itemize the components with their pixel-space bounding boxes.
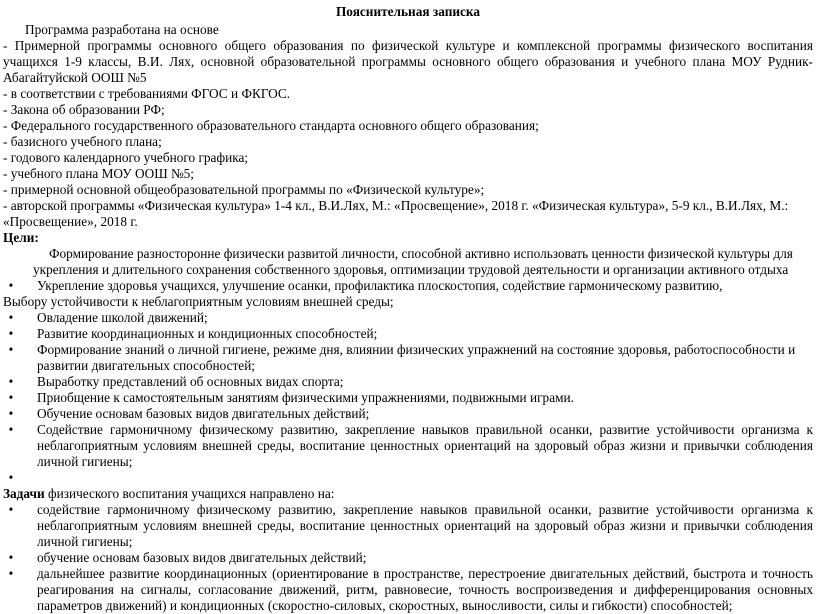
goals-bullet-text: Приобщение к самостоятельным занятиям физическими упражнениями, подвижными играми. bbox=[37, 390, 574, 405]
goals-bullet bbox=[3, 406, 813, 422]
goals-bullet-text: Овладение школой движений; bbox=[37, 310, 208, 325]
tasks-line bbox=[3, 486, 813, 502]
goals-bullet bbox=[3, 390, 813, 406]
basis-item: - примерной основной общеобразовательной программы по «Физической культуре»; bbox=[3, 182, 485, 197]
bullet-icon: • bbox=[8, 342, 14, 357]
basis-item: - в соответствии с требованиями ФГОС и ФКГОС. bbox=[3, 86, 291, 101]
goals-bullet bbox=[3, 326, 813, 342]
bullet-icon: • bbox=[8, 470, 14, 485]
goals-bullet-text: Обучение основам базовых видов двигательных действий; bbox=[37, 406, 370, 421]
goals-heading: Цели: bbox=[3, 230, 39, 245]
goals-bullet-text: Выработку представлений об основных видах спорта; bbox=[37, 374, 344, 389]
tasks-heading: Задачи bbox=[3, 486, 45, 501]
goals-bullet-continuation: Выбору устойчивости к неблагоприятным условиям внешней среды; bbox=[3, 294, 394, 309]
basis-item: - Примерной программы основного общего образования по физической культуре и комплексной программы физического воспитания учащихся 1-9 классы, В.И. Лях, основной образовательной программы основного общего образования и учебного плана МОУ Рудник-Абагайтуйской ООШ №5 bbox=[3, 38, 813, 85]
goals-bullet bbox=[3, 422, 813, 470]
intro-line: Программа разработана на основе bbox=[25, 22, 219, 37]
goals-bullet bbox=[3, 374, 813, 390]
goals-bullet-text: Содействие гармоничному физическому развитию, закрепление навыков правильной осанки, развитие устойчивости организма к неблагоприятным условиям внешней среды, воспитание ценностных ориентаций на здоровый образ жизни и привычки соблюдения личной гигиены; bbox=[37, 422, 813, 469]
tasks-bullet bbox=[3, 550, 813, 566]
basis-item: - Закона об образовании РФ; bbox=[3, 102, 165, 117]
tasks-bullet-text: обучение основам базовых видов двигательных действий; bbox=[37, 550, 367, 565]
bullet-icon: • bbox=[8, 326, 14, 341]
bullet-icon: • bbox=[8, 502, 14, 517]
bullet-icon: • bbox=[8, 278, 14, 293]
document-title: Пояснительная записка bbox=[335, 4, 481, 19]
bullet-icon: • bbox=[8, 550, 14, 565]
tasks-text: физического воспитания учащихся направлено на: bbox=[44, 486, 335, 501]
basis-item: - учебного плана МОУ ООШ №5; bbox=[3, 166, 194, 181]
tasks-bullet-text: дальнейшее развитие координационных (ориентирование в пространстве, перестроение двигательных действий, быстрота и точность реагирования на сигналы, согласование движений, ритм, равновесие, точность воспроизведения и дифференцирования основных параметров движений) и кондиционных (скоростно-силовых, скоростных, выносливости, силы и гибкости) способностей; bbox=[37, 566, 813, 613]
basis-item: - Федерального государственного образовательного стандарта основного общего образования; bbox=[3, 118, 539, 133]
goals-bullet-text: Формирование знаний о личной гигиене, режиме дня, влиянии физических упражнений на состояние здоровья, работоспособности и развитии двигательных способностей; bbox=[37, 342, 796, 373]
bullet-icon: • bbox=[8, 406, 14, 421]
basis-item: - базисного учебного плана; bbox=[3, 134, 162, 149]
bullet-icon: • bbox=[8, 374, 14, 389]
bullet-icon: • bbox=[8, 310, 14, 325]
goals-bullet-text: Развитие координационных и кондиционных способностей; bbox=[37, 326, 378, 341]
goals-bullet-text: Укрепление здоровья учащихся, улучшение осанки, профилактика плоскостопия, содействие гармоническому развитию, bbox=[37, 278, 723, 293]
goals-bullet bbox=[3, 342, 813, 374]
bullet-icon: • bbox=[8, 390, 14, 405]
bullet-icon: • bbox=[8, 566, 14, 581]
goals-bullet-empty bbox=[3, 470, 813, 486]
goals-bullet bbox=[3, 310, 813, 326]
bullet-icon: • bbox=[8, 422, 14, 437]
tasks-bullet bbox=[3, 566, 813, 614]
goals-paragraph bbox=[3, 246, 813, 278]
basis-item: - годового календарного учебного графика; bbox=[3, 150, 249, 165]
basis-item: - авторской программы «Физическая культура» 1-4 кл., В.И.Лях, М.: «Просвещение», 2018 г. «Физическая культура», 5-9 кл., В.И.Лях, М.: «Просвещение», 2018 г. bbox=[3, 198, 789, 229]
goals-text: Формирование разносторонне физически развитой личности, способной активно использовать ценности физической культуры для укрепления и длительного сохранения собственного здоровья, оптимизации трудовой деятельности и организации активного отдыха bbox=[33, 246, 793, 277]
tasks-bullet bbox=[3, 502, 813, 550]
tasks-bullet-text: содействие гармоничному физическому развитию, закрепление навыков правильной осанки, развитие устойчивости организма к неблагоприятным условиям внешней среды, воспитание ценностных ориентаций на здоровый образ жизни и привычки соблюдения личной гигиены; bbox=[37, 502, 813, 549]
goals-bullet bbox=[3, 278, 813, 294]
